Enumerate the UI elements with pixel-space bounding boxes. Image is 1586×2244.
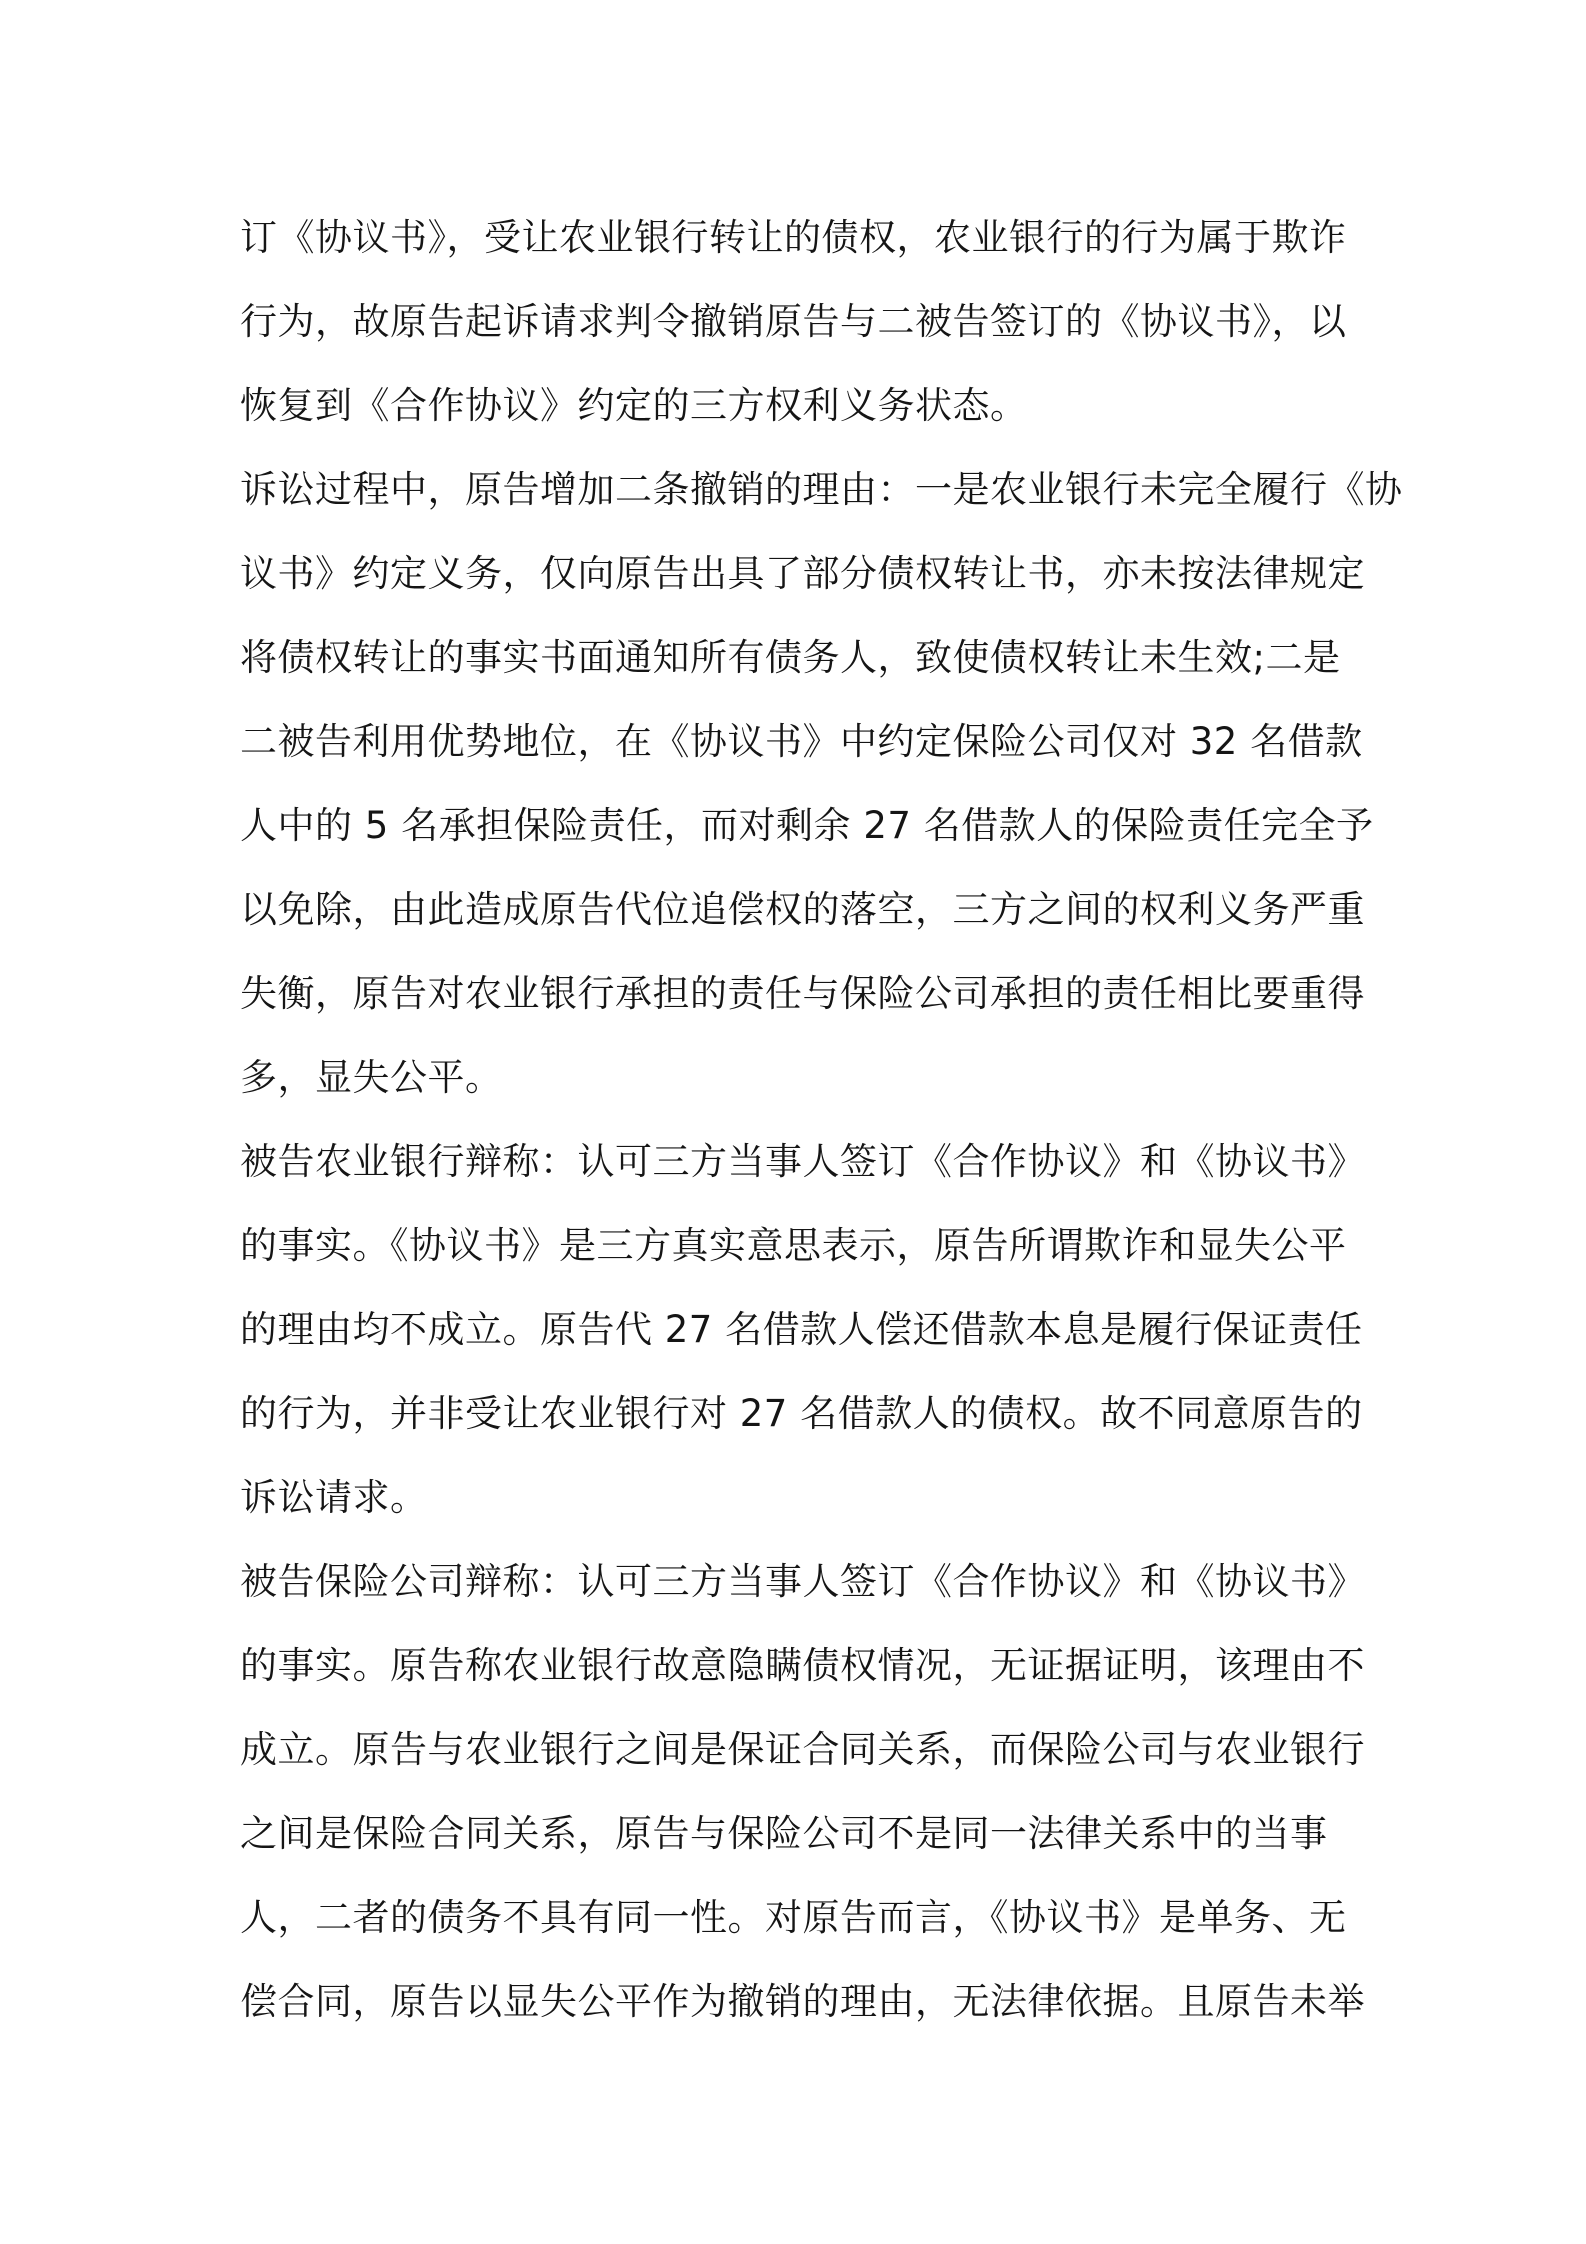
body-text xyxy=(240,196,1403,2044)
text-line: 诉讼请求。 xyxy=(240,1476,428,1519)
text-line: 议书》约定义务，仅向原告出具了部分债权转让书，亦未按法律规定 xyxy=(240,552,1365,595)
text-line: 的理由均不成立。原告代 27 名借款人偿还借款本息是履行保证责任 xyxy=(240,1308,1363,1351)
text-line: 人中的 5 名承担保险责任，而对剩余 27 名借款人的保险责任完全予 xyxy=(240,804,1374,847)
text-line: 偿合同，原告以显失公平作为撤销的理由，无法律依据。且原告未举 xyxy=(240,1980,1365,2023)
text-line: 二被告利用优势地位，在《协议书》中约定保险公司仅对 32 名借款 xyxy=(240,720,1363,763)
text-line: 被告农业银行辩称：认可三方当事人签订《合作协议》和《协议书》 xyxy=(240,1140,1365,1183)
text-line: 成立。原告与农业银行之间是保证合同关系，而保险公司与农业银行 xyxy=(240,1728,1365,1771)
text-line: 恢复到《合作协议》约定的三方权利义务状态。 xyxy=(240,384,1028,427)
text-line: 人，二者的债务不具有同一性。对原告而言，《协议书》是单务、无 xyxy=(240,1896,1347,1939)
text-line: 多，显失公平。 xyxy=(240,1056,503,1099)
text-line: 的行为，并非受让农业银行对 27 名借款人的债权。故不同意原告的 xyxy=(240,1392,1363,1435)
text-line: 失衡，原告对农业银行承担的责任与保险公司承担的责任相比要重得 xyxy=(240,972,1365,1015)
text-line: 的事实。原告称农业银行故意隐瞒债权情况，无证据证明，该理由不 xyxy=(240,1644,1365,1687)
text-line: 订《协议书》，受让农业银行转让的债权，农业银行的行为属于欺诈 xyxy=(240,216,1347,259)
text-line: 之间是保险合同关系，原告与保险公司不是同一法律关系中的当事 xyxy=(240,1812,1328,1855)
text-line: 的事实。《协议书》是三方真实意思表示，原告所谓欺诈和显失公平 xyxy=(240,1224,1347,1267)
text-line: 以免除，由此造成原告代位追偿权的落空，三方之间的权利义务严重 xyxy=(240,888,1365,931)
text-line: 被告保险公司辩称：认可三方当事人签订《合作协议》和《协议书》 xyxy=(240,1560,1365,1603)
text-line: 将债权转让的事实书面通知所有债务人，致使债权转让未生效;二是 xyxy=(240,636,1341,679)
text-line: 行为，故原告起诉请求判令撤销原告与二被告签订的《协议书》，以 xyxy=(240,300,1347,343)
text-line: 诉讼过程中，原告增加二条撤销的理由：一是农业银行未完全履行《协 xyxy=(240,468,1403,511)
